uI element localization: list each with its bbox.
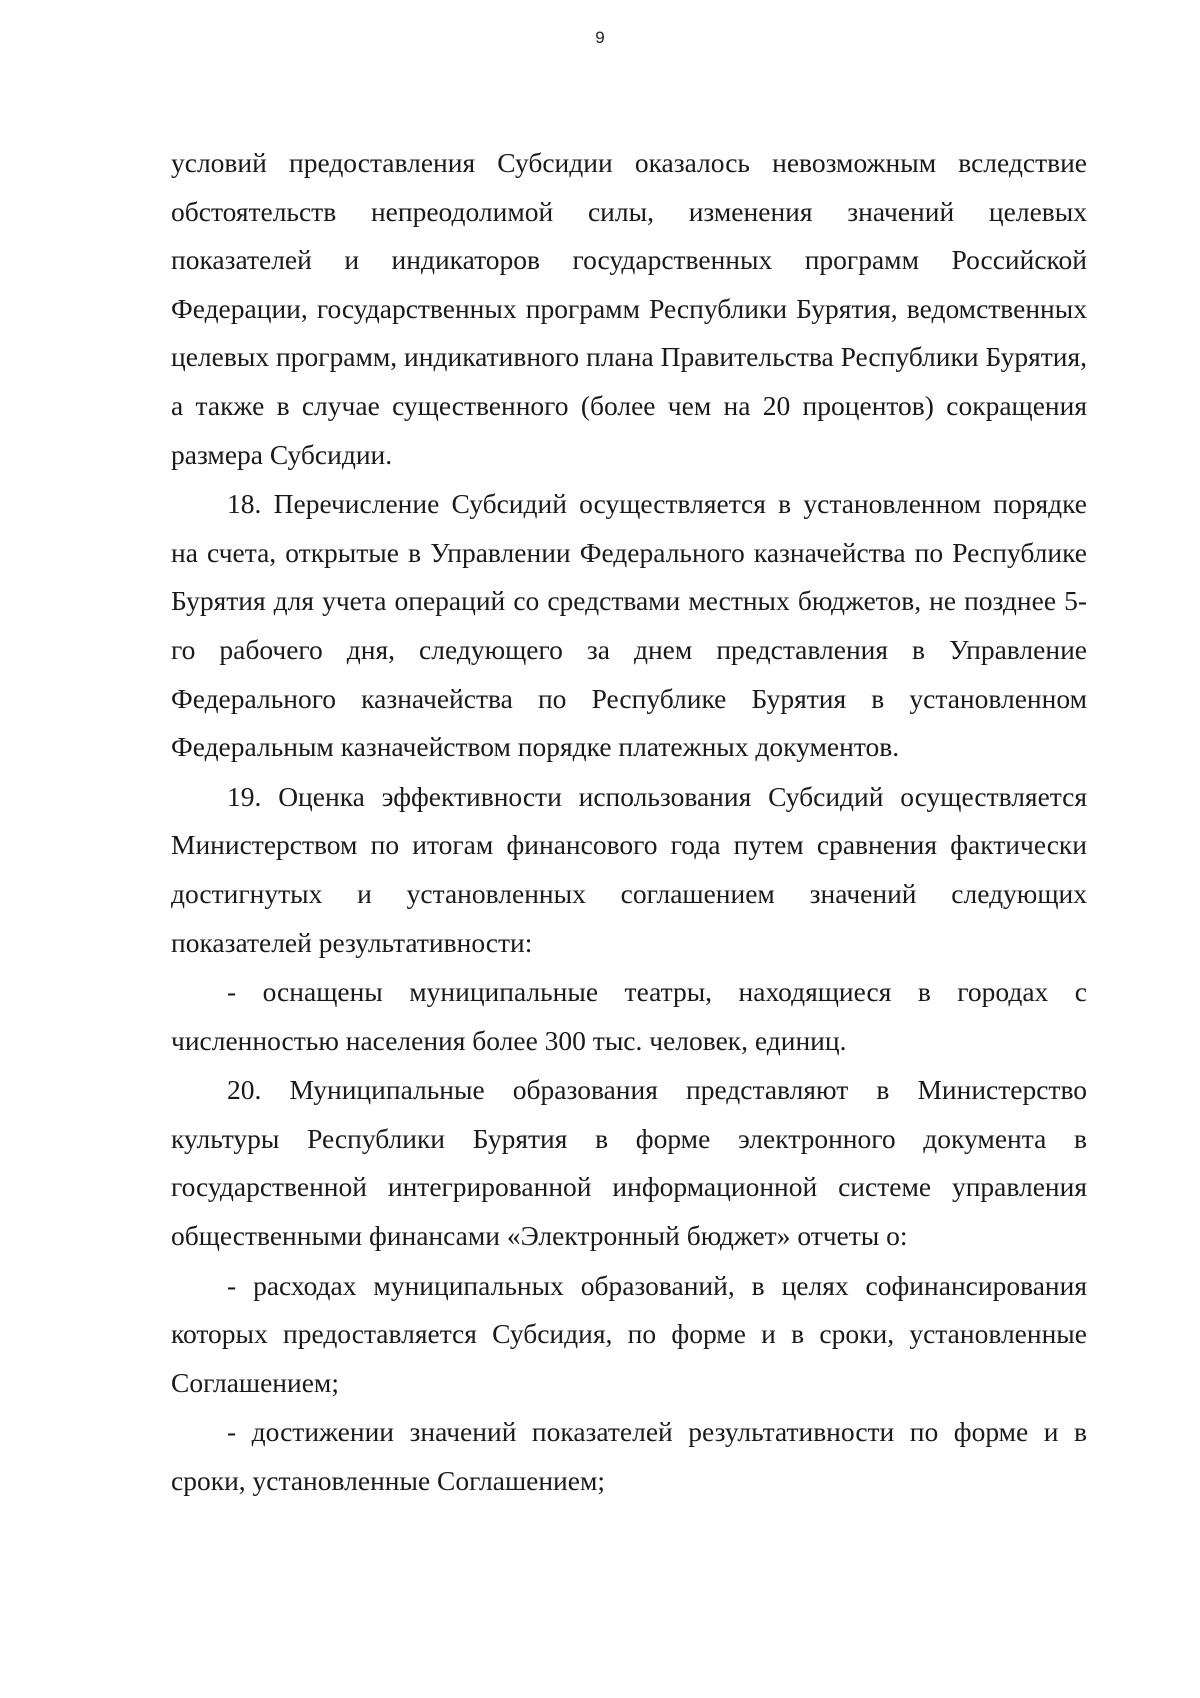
paragraph-item-20: 20. Муниципальные образования представляют в Министерство культуры Республики Бурятия в форме электронного документа в государственной интегрированной информационной системе управления общественными финансами «Электронный бюджет» отчеты о: — [171, 1074, 1087, 1252]
paragraph-report-indicators: - достижении значений показателей результативности по форме и в сроки, установленные Соглашением; — [171, 1416, 1087, 1497]
paragraph-item-18: 18. Перечисление Субсидий осуществляется в установленном порядке на счета, открытые в Управлении Федерального казначейства по Республике Бурятия для учета операций со средствами местных бюджетов, не позднее 5-го рабочего дня, следующего за днем представления в Управление Федерального казначейства по Республике Бурятия в установленном Федеральным казначейством порядке платежных документов. — [171, 488, 1087, 763]
paragraph-report-expenses: - расходах муниципальных образований, в целях софинансирования которых предоставляется Субсидия, по форме и в сроки, установленные Соглашением; — [171, 1269, 1087, 1398]
paragraph-indicator-theatres: - оснащены муниципальные театры, находящиеся в городах с численностью населения более 300 тыс. человек, единиц. — [171, 976, 1087, 1056]
page-number: 9 — [595, 28, 605, 47]
paragraph-item-19: 19. Оценка эффективности использования Субсидий осуществляется Министерством по итогам финансового года путем сравнения фактически достигнутых и установленных соглашением значений следующих показателей результативности: — [171, 780, 1087, 958]
paragraph-continuation: условий предоставления Субсидии оказалось невозможным вследствие обстоятельств непреодолимой силы, изменения значений целевых показателей и индикаторов государственных программ Российской Федерации, государственных программ Республики Бурятия, ведомственных целевых программ, индикативного плана Правительства Республики Бурятия, а также в случае существенного (более чем на 20 процентов) сокращения размера Субсидии. — [171, 147, 1087, 470]
document-body — [171, 139, 1087, 1507]
